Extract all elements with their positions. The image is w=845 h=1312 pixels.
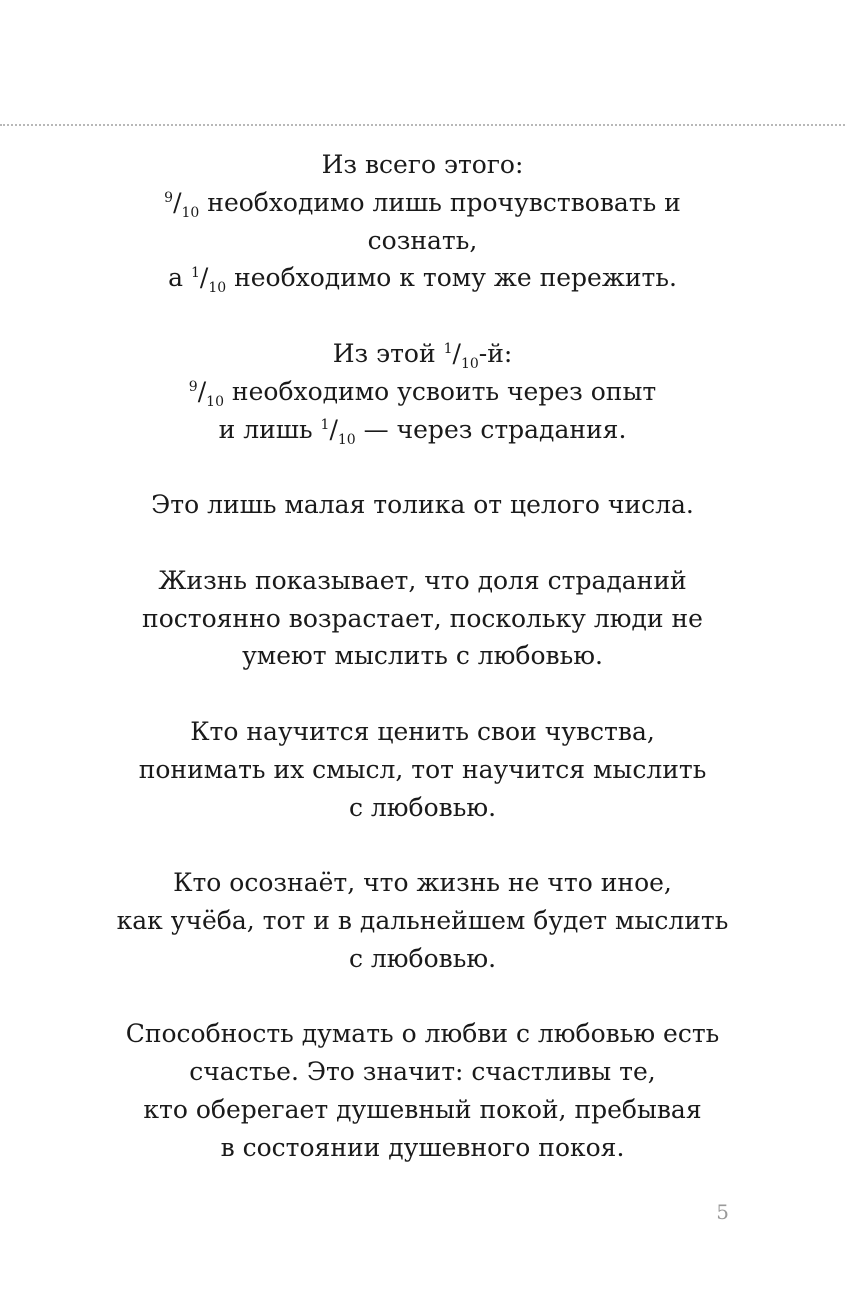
text-line: Способность думать о любви с любовью есть <box>125 1019 720 1049</box>
fraction: $^9/_{10}$ <box>188 376 224 410</box>
stanza-2 <box>60 335 785 448</box>
text-line: а $^1/_{10}$ необходимо к тому же пережить. <box>168 263 677 297</box>
text-line: сознать, <box>367 225 478 255</box>
stanza-7 <box>60 1015 785 1166</box>
text-line: $^9/_{10}$ необходимо усвоить через опыт <box>188 376 657 410</box>
text-line: кто оберегает душевный покой, пребывая <box>143 1094 702 1124</box>
text-line: с любовью. <box>348 792 497 822</box>
stanza-6 <box>60 864 785 977</box>
text-line: постоянно возрастает, поскольку люди не <box>142 603 703 633</box>
text-line: умеют мыслить с любовью. <box>242 641 603 671</box>
text-line: понимать их смысл, тот научится мыслить <box>138 754 707 784</box>
text-line: Из этой $^1/_{10}-й$: <box>332 338 513 372</box>
text-line: с любовью. <box>348 943 497 973</box>
dotted-header-rule <box>0 124 845 126</box>
stanza-1 <box>60 146 785 297</box>
page-text <box>60 146 785 1204</box>
stanza-5 <box>60 713 785 826</box>
fraction: $^1/_{10}$ <box>190 263 227 297</box>
fraction: $^1/_{10}$ <box>443 338 479 372</box>
text-line: Кто осознаёт, что жизнь не что иное, <box>173 868 672 898</box>
stanza-4 <box>60 562 785 675</box>
text-line: Кто научится ценить свои чувства, <box>190 716 655 746</box>
fraction: $^1/_{10}$ <box>320 414 356 448</box>
text-line: Из всего этого: <box>321 150 524 179</box>
text-line: в состоянии душевного покоя. <box>220 1132 625 1162</box>
stanza-3 <box>60 486 785 524</box>
text-line: и лишь $^1/_{10}$ — через страдания. <box>218 414 627 448</box>
text-line: Это лишь малая толика от целого числа. <box>151 490 694 520</box>
text-line: как учёба, тот и в дальнейшем будет мыслить <box>116 905 729 935</box>
text-line: $^9/_{10}$ необходимо лишь прочувствовать и <box>164 187 681 221</box>
text-line: Жизнь показывает, что доля страданий <box>158 565 687 595</box>
text-line: счастье. Это значит: счастливы те, <box>189 1057 656 1087</box>
page-number: 5 <box>716 1200 729 1224</box>
fraction: $^9/_{10}$ <box>164 187 200 221</box>
